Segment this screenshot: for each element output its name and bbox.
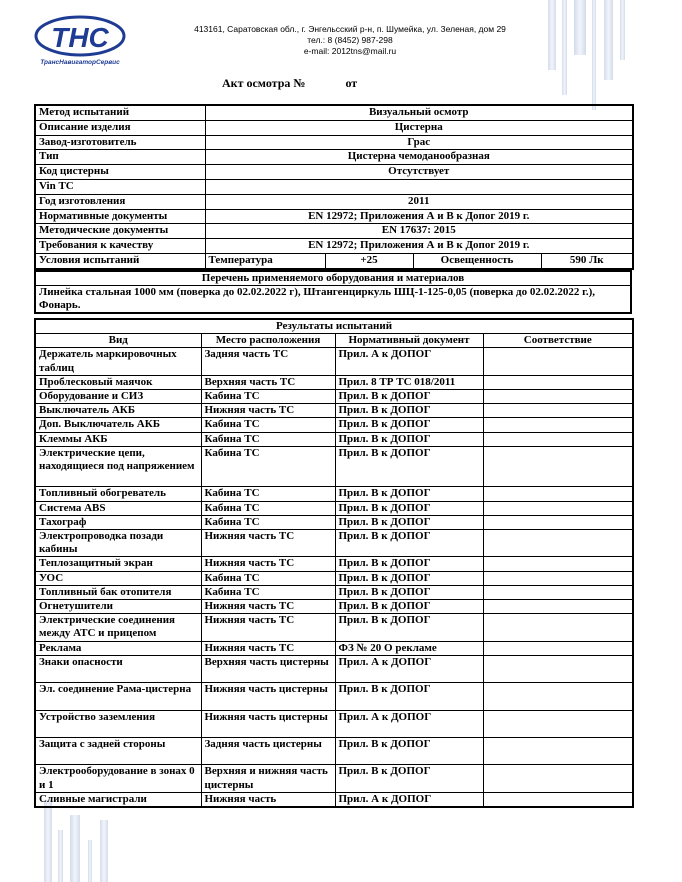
- table-row: [35, 585, 633, 599]
- table-row: [35, 348, 633, 375]
- table-row: [35, 683, 633, 710]
- company-email: e-mail: 2012tns@mail.ru: [303, 46, 397, 56]
- result-doc: Прил. В к ДОПОГ: [335, 585, 483, 599]
- equipment-text: Линейка стальная 1000 мм (поверка до 02.02.2022 г), Штангенциркуль ШЦ-1-125-0,05 (поверка до 02.02.2022 г.), Фонарь.: [35, 286, 631, 314]
- result-place: Нижняя часть цистерны: [201, 710, 335, 737]
- table-row: [35, 641, 633, 655]
- result-match: [483, 418, 633, 432]
- decor-stripe: [70, 815, 80, 882]
- result-place: Кабина ТС: [201, 487, 335, 501]
- result-place: Нижняя часть ТС: [201, 614, 335, 641]
- result-kind: Устройство заземления: [35, 710, 201, 737]
- info-label: Нормативные документы: [35, 209, 205, 224]
- result-doc: ФЗ № 20 О рекламе: [335, 641, 483, 655]
- illumination-label: Освещенность: [413, 253, 541, 268]
- table-row: [35, 418, 633, 432]
- table-row: [35, 792, 633, 807]
- result-kind: Оборудование и СИЗ: [35, 390, 201, 404]
- info-value: [205, 179, 633, 194]
- info-label: Код цистерны: [35, 165, 205, 180]
- result-kind: Знаки опасности: [35, 655, 201, 682]
- results-table: [34, 318, 634, 808]
- result-kind: Теплозащитный экран: [35, 557, 201, 571]
- result-match: [483, 432, 633, 446]
- info-row: [35, 135, 633, 150]
- info-label: Методические документы: [35, 224, 205, 239]
- result-doc: Прил. В к ДОПОГ: [335, 600, 483, 614]
- temperature-value: +25: [325, 253, 413, 268]
- result-kind: Эл. соединение Рама-цистерна: [35, 683, 201, 710]
- result-place: Задняя часть ТС: [201, 348, 335, 375]
- decor-stripe: [620, 0, 625, 60]
- decor-stripe: [88, 840, 92, 882]
- result-place: Верхняя и нижняя часть цистерны: [201, 765, 335, 792]
- result-match: [483, 348, 633, 375]
- result-doc: Прил. 8 ТР ТС 018/2011: [335, 375, 483, 389]
- result-match: [483, 446, 633, 487]
- table-row: [35, 710, 633, 737]
- info-value: Грас: [205, 135, 633, 150]
- result-doc: Прил. В к ДОПОГ: [335, 446, 483, 487]
- info-row: [35, 239, 633, 254]
- info-row: [35, 165, 633, 180]
- info-row: [35, 120, 633, 135]
- decor-stripe: [562, 0, 567, 95]
- result-kind: Огнетушители: [35, 600, 201, 614]
- result-place: Нижняя часть ТС: [201, 641, 335, 655]
- result-kind: Клеммы АКБ: [35, 432, 201, 446]
- info-row: [35, 179, 633, 194]
- result-match: [483, 683, 633, 710]
- info-row: [35, 194, 633, 209]
- result-doc: Прил. В к ДОПОГ: [335, 765, 483, 792]
- temperature-label: Температура: [205, 253, 325, 268]
- result-place: Верхняя часть ТС: [201, 375, 335, 389]
- table-row: [35, 501, 633, 515]
- logo-subtitle: ТрансНавигаторСервис: [40, 59, 120, 66]
- result-place: Кабина ТС: [201, 446, 335, 487]
- info-label: Требования к качеству: [35, 239, 205, 254]
- table-row: [35, 571, 633, 585]
- result-doc: Прил. В к ДОПОГ: [335, 557, 483, 571]
- info-row: [35, 105, 633, 120]
- table-row: [35, 446, 633, 487]
- col-header-place: Место расположения: [201, 334, 335, 348]
- info-value: EN 17637: 2015: [205, 224, 633, 239]
- info-table: [34, 104, 634, 270]
- act-from: от: [345, 76, 358, 90]
- info-label: Год изготовления: [35, 194, 205, 209]
- decor-stripe: [574, 0, 586, 55]
- logo-text: ТНС: [51, 22, 109, 53]
- result-kind: Проблесковый маячок: [35, 375, 201, 389]
- result-match: [483, 487, 633, 501]
- result-doc: Прил. В к ДОПОГ: [335, 501, 483, 515]
- table-row: [35, 765, 633, 792]
- act-title: Акт осмотра №: [222, 76, 306, 90]
- result-doc: Прил. В к ДОПОГ: [335, 404, 483, 418]
- result-match: [483, 710, 633, 737]
- result-kind: Электропроводка позади кабины: [35, 530, 201, 557]
- result-match: [483, 390, 633, 404]
- company-address: 413161, Саратовская обл., г. Энгельсский р-н, п. Шумейка, ул. Зеленая, дом 29: [194, 24, 506, 34]
- company-phone: тел.: 8 (8452) 987-298: [307, 35, 393, 45]
- result-place: Задняя часть цистерны: [201, 738, 335, 765]
- result-match: [483, 738, 633, 765]
- result-kind: Тахограф: [35, 515, 201, 529]
- table-row: [35, 614, 633, 641]
- result-kind: Защита с задней стороны: [35, 738, 201, 765]
- result-place: Кабина ТС: [201, 585, 335, 599]
- info-row: [35, 224, 633, 239]
- result-match: [483, 614, 633, 641]
- result-match: [483, 765, 633, 792]
- conditions-row: [35, 253, 633, 268]
- result-doc: Прил. В к ДОПОГ: [335, 487, 483, 501]
- results-title: Результаты испытаний: [35, 319, 633, 334]
- result-place: Верхняя часть цистерны: [201, 655, 335, 682]
- table-row: [35, 487, 633, 501]
- table-row: [35, 404, 633, 418]
- table-row: [35, 738, 633, 765]
- info-label: Описание изделия: [35, 120, 205, 135]
- result-kind: УОС: [35, 571, 201, 585]
- table-row: [35, 515, 633, 529]
- result-doc: Прил. В к ДОПОГ: [335, 738, 483, 765]
- result-place: Нижняя часть ТС: [201, 557, 335, 571]
- result-place: Нижняя часть ТС: [201, 530, 335, 557]
- result-match: [483, 375, 633, 389]
- illumination-value: 590 Лк: [541, 253, 633, 268]
- result-match: [483, 641, 633, 655]
- result-kind: Топливный обогреватель: [35, 487, 201, 501]
- equipment-title: Перечень применяемого оборудования и материалов: [35, 271, 631, 286]
- info-value: Отсутствует: [205, 165, 633, 180]
- result-match: [483, 585, 633, 599]
- info-row: [35, 209, 633, 224]
- info-row: [35, 150, 633, 165]
- result-match: [483, 515, 633, 529]
- result-doc: Прил. А к ДОПОГ: [335, 792, 483, 807]
- result-match: [483, 571, 633, 585]
- result-doc: Прил. В к ДОПОГ: [335, 390, 483, 404]
- result-doc: Прил. В к ДОПОГ: [335, 614, 483, 641]
- result-doc: Прил. В к ДОПОГ: [335, 530, 483, 557]
- info-label: Завод-изготовитель: [35, 135, 205, 150]
- result-doc: Прил. В к ДОПОГ: [335, 515, 483, 529]
- company-logo: [32, 14, 128, 66]
- result-match: [483, 530, 633, 557]
- result-kind: Система ABS: [35, 501, 201, 515]
- decor-stripe: [44, 800, 52, 882]
- info-value: EN 12972; Приложения А и В к Допог 2019 г.: [205, 209, 633, 224]
- result-place: Кабина ТС: [201, 418, 335, 432]
- table-row: [35, 557, 633, 571]
- info-label: Метод испытаний: [35, 105, 205, 120]
- decor-stripe: [100, 820, 108, 882]
- result-kind: Топливный бак отопителя: [35, 585, 201, 599]
- info-value: Цистерна чемоданообразная: [205, 150, 633, 165]
- result-kind: Электрооборудование в зонах 0 и 1: [35, 765, 201, 792]
- decor-stripe: [604, 0, 613, 80]
- result-doc: Прил. В к ДОПОГ: [335, 683, 483, 710]
- col-header-kind: Вид: [35, 334, 201, 348]
- result-place: Нижняя часть ТС: [201, 404, 335, 418]
- result-place: Нижняя часть цистерны: [201, 683, 335, 710]
- info-value: EN 12972; Приложения А и В к Допог 2019 г.: [205, 239, 633, 254]
- info-value: Цистерна: [205, 120, 633, 135]
- result-doc: Прил. А к ДОПОГ: [335, 348, 483, 375]
- info-label: Vin ТС: [35, 179, 205, 194]
- info-value: 2011: [205, 194, 633, 209]
- result-match: [483, 501, 633, 515]
- result-place: Кабина ТС: [201, 432, 335, 446]
- table-row: [35, 375, 633, 389]
- table-row: [35, 600, 633, 614]
- result-place: Кабина ТС: [201, 501, 335, 515]
- result-place: Нижняя часть ТС: [201, 600, 335, 614]
- col-header-doc: Нормативный документ: [335, 334, 483, 348]
- result-doc: Прил. А к ДОПОГ: [335, 710, 483, 737]
- result-match: [483, 600, 633, 614]
- result-kind: Реклама: [35, 641, 201, 655]
- result-place: Кабина ТС: [201, 571, 335, 585]
- result-kind: Держатель маркировочных таблиц: [35, 348, 201, 375]
- act-title-line: [222, 76, 357, 91]
- result-doc: Прил. А к ДОПОГ: [335, 655, 483, 682]
- result-place: Кабина ТС: [201, 390, 335, 404]
- result-place: Кабина ТС: [201, 515, 335, 529]
- col-header-match: Соответствие: [483, 334, 633, 348]
- table-row: [35, 530, 633, 557]
- result-place: Нижняя часть: [201, 792, 335, 807]
- info-value: Визуальный осмотр: [205, 105, 633, 120]
- result-doc: Прил. В к ДОПОГ: [335, 571, 483, 585]
- result-kind: Сливные магистрали: [35, 792, 201, 807]
- result-doc: Прил. В к ДОПОГ: [335, 418, 483, 432]
- result-kind: Электрические соединения между АТС и прицепом: [35, 614, 201, 641]
- info-label: Тип: [35, 150, 205, 165]
- result-match: [483, 404, 633, 418]
- result-kind: Доп. Выключатель АКБ: [35, 418, 201, 432]
- result-match: [483, 557, 633, 571]
- result-doc: Прил. В к ДОПОГ: [335, 432, 483, 446]
- decor-stripe: [58, 830, 63, 882]
- decor-stripe: [592, 0, 596, 110]
- conditions-label: Условия испытаний: [35, 253, 205, 268]
- result-kind: Выключатель АКБ: [35, 404, 201, 418]
- table-row: [35, 390, 633, 404]
- table-row: [35, 432, 633, 446]
- result-match: [483, 792, 633, 807]
- table-row: [35, 655, 633, 682]
- result-kind: Электрические цепи, находящиеся под напряжением: [35, 446, 201, 487]
- result-match: [483, 655, 633, 682]
- equipment-table: [34, 270, 632, 314]
